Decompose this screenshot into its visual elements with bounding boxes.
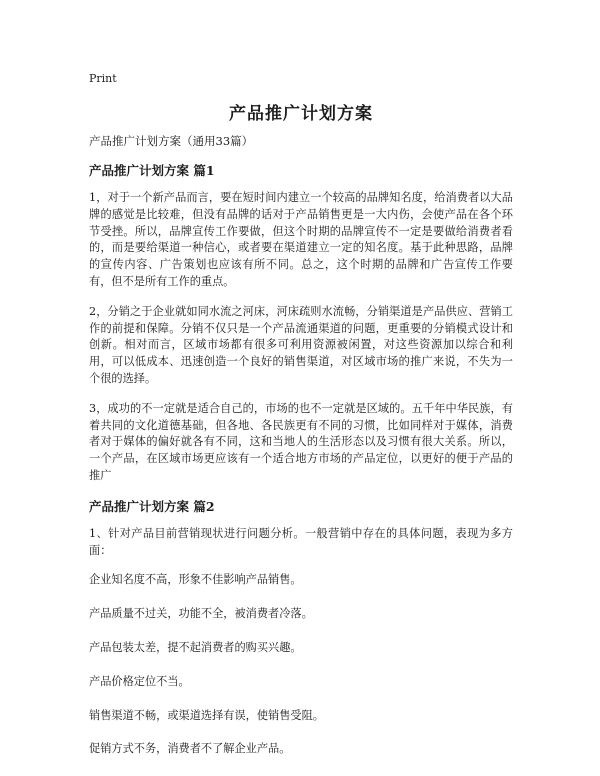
paragraph: 3，成功的不一定就是适合自己的，市场的也不一定就是区域的。五千年中华民族，有着共同的文化道德基础，但各地、各民族更有不同的习惯，比如同样对于媒体，消费者对于媒体的偏好就各有不同，这和当地人的生活形态以及习惯有很大关系。所以，一个产品，在区域市场更应该有一个适合地方市场的产品定位，以更好的便于产品的推广 [89,401,513,482]
print-label[interactable]: Print [89,72,117,85]
list-item: 产品价格定位不当。 [89,674,190,688]
list-item: 企业知名度不高，形象不佳影响产品销售。 [89,573,302,587]
paragraph: 2，分销之于企业就如同水流之河床，河床疏则水流畅，分销渠道是产品供应、营销工作的前提和保障。分销不仅只是一个产品流通渠道的问题，更重要的分销模式设计和创新。相对而言，区域市场都有很多可利用资源被闲置，对这些资源加以综合和利用，可以低成本、迅速创造一个良好的销售渠道，对区域市场的推广来说，不失为一个很的选择。 [89,304,513,385]
document-title: 产品推广计划方案 [229,104,373,124]
section-heading: 产品推广计划方案 篇1 [89,163,215,178]
paragraph: 1、针对产品目前营销现状进行问题分析。一般营销中存在的具体问题，表现为多方面： [89,526,513,557]
list-item: 促销方式不务，消费者不了解企业产品。 [89,742,291,756]
section-heading: 产品推广计划方案 篇2 [89,498,215,514]
document-body [89,133,513,775]
list-item: 产品包装太差，提不起消费者的购买兴趣。 [89,640,302,654]
paragraph: 1，对于一个新产品而言，要在短时间内建立一个较高的品牌知名度，给消费者以大品牌的感觉是比较难，但没有品牌的话对于产品销售更是一大内伤，会使产品在各个环节受挫。所以，品牌宣传工作要做，但这个时期的品牌宣传不一定是要做给消费者看的，而是要给渠道一种信心，或者要在渠道建立一定的知名度。基于此种思路，品牌的宣传内容、广告策划也应该有所不同。总之，这个时期的品牌和广告宣传工作要有，但不是所有工作的重点。 [89,191,513,288]
document-subtitle: 产品推广计划方案（通用33篇） [89,134,254,148]
list-item: 销售渠道不畅，或渠道选择有误，使销售受阻。 [89,708,324,722]
list-item: 产品质量不过关，功能不全，被消费者冷落。 [89,607,313,621]
